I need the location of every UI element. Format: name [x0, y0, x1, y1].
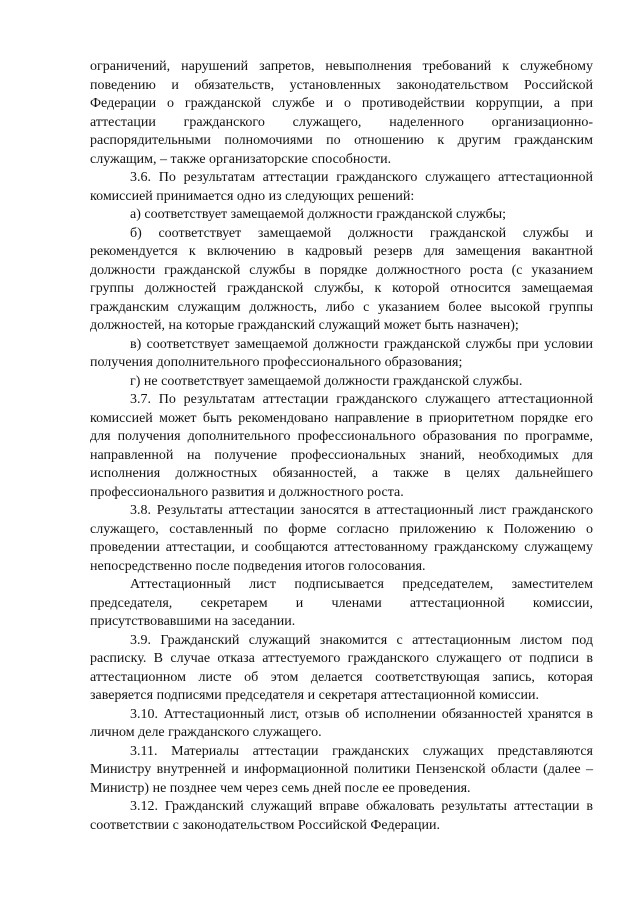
list-item-v: в) соответствует замещаемой должности гражданской службы при условии получения дополнительного профессионального образования;	[90, 336, 593, 370]
list-item-g: г) не соответствует замещаемой должности гражданской службы.	[130, 373, 523, 389]
paragraph-signing: Аттестационный лист подписывается председателем, заместителем председателя, секретарем и членами аттестационной комиссии, присутствовавшими на заседании.	[90, 577, 593, 629]
list-item-a: а) соответствует замещаемой должности гражданской службы;	[130, 207, 506, 222]
paragraph-3-8: 3.8. Результаты аттестации заносятся в аттестационный лист гражданского служащего, составленный по форме согласно приложению к Положению о проведении аттестации, и сообщаются аттестованному гражданскому служащему непосредственно после подведения итогов голосования.	[90, 503, 593, 574]
paragraph-3-11: 3.11. Материалы аттестации гражданских служащих представляются Министру внутренней и информационной политики Пензенской области (далее – Министр) не позднее чем через семь дней после ее проведения.	[90, 743, 593, 796]
paragraph-3-12: 3.12. Гражданский служащий вправе обжаловать результаты аттестации в соответствии с законодательством Российской Федерации.	[90, 799, 593, 833]
paragraph-3-9: 3.9. Гражданский служащий знакомится с аттестационным листом под расписку. В случае отказа аттестуемого гражданского служащего от подписи в аттестационном листе об этом делается соответствующая запись, которая заверяется подписями председателя и секретаря аттестационной комиссии.	[90, 632, 593, 703]
paragraph-3-6: 3.6. По результатам аттестации гражданского служащего аттестационной комиссией принимается одно из следующих решений:	[90, 170, 593, 204]
paragraph-3-10: 3.10. Аттестационный лист, отзыв об исполнении обязанностей хранятся в личном деле гражданского служащего.	[90, 706, 593, 740]
paragraph-3-7: 3.7. По результатам аттестации гражданского служащего аттестационной комиссией может быть рекомендовано направление в приоритетном порядке его для получения дополнительного профессионального образования по программе, направленной на получение профессиональных знаний, необходимых для исполнения должностных обязанностей, а также в целях дальнейшего профессионального развития и должностного роста.	[90, 392, 593, 500]
list-item-b: б) соответствует замещаемой должности гражданской службы и рекомендуется к включению в кадровый резерв для замещения вакантной должности гражданской службы в порядке должностного роста (с указанием группы должностей гражданской службы, к которой относится замещаемая гражданским служащим должность, либо с указанием более высокой группы должностей, на которые гражданский служащий может быть назначен);	[90, 225, 593, 333]
paragraph-qualities: ограничений, нарушений запретов, невыполнения требований к служебному поведению и обязательств, установленных законодательством Российской Федерации о гражданской службе и о противодействии коррупции, а при аттестации гражданского служащего, наделенного организационно-распорядительными полномочиями по отношению к другим гражданским служащим, – также организаторские способности.	[90, 59, 593, 167]
